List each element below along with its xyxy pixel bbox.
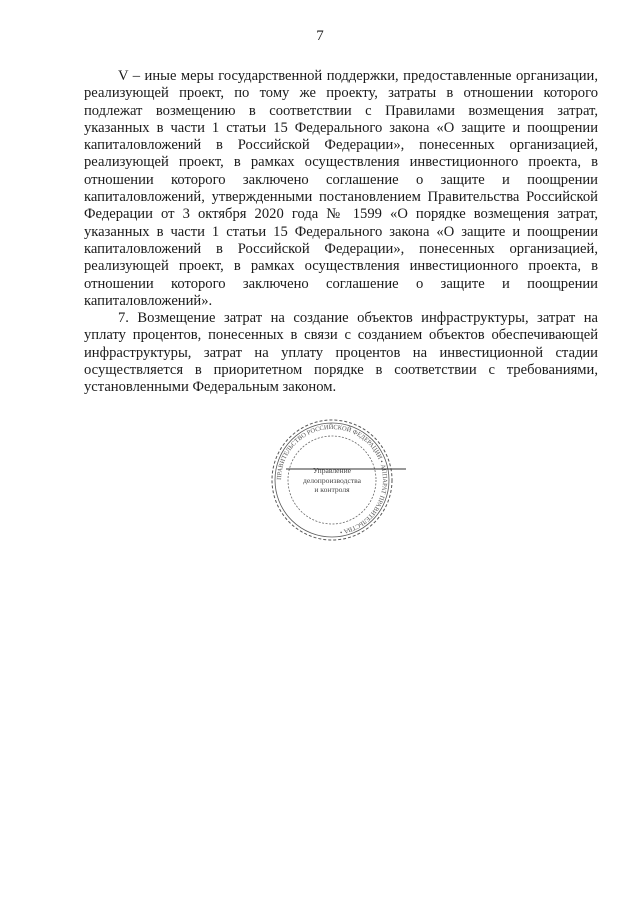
page-number: 7	[316, 28, 324, 44]
paragraph-7-cost-reimbursement: 7. Возмещение затрат на создание объектов инфраструктуры, затрат на уплату процентов, понесенных в связи с созданием объектов обеспечивающей инфраструктуры, затрат на уплату процентов на инвестиционной стадии осуществляется в приоритетном порядке в соответствии с требованиями, установленными Федеральным законом.	[84, 310, 598, 396]
seal-inner-text	[290, 466, 374, 495]
paragraph-v-other-support-measures: V – иные меры государственной поддержки, предоставленные организации, реализующей проект, по тому же проекту, затраты в отношении которого подлежат возмещению в соответствии с Правилами возмещения затрат, указанных в части 1 статьи 15 Федерального закона «О защите и поощрении капиталовложений в Российской Федерации», понесенных организацией, реализующей проект, в рамках осуществления инвестиционного проекта, в отношении которого заключено соглашение о защите и поощрении капиталовложений, утвержденными постановлением Правительства Российской Федерации от 3 октября 2020 года № 1599 «О порядке возмещения затрат, указанных в части 1 статьи 15 Федерального закона «О защите и поощрении капиталовложений в Российской Федерации», понесенных организацией, реализующей проект, в рамках осуществления инвестиционного проекта, в отношении которого заключено соглашение о защите и поощрении капиталовложений».	[84, 68, 598, 309]
office-seal-stamp	[258, 416, 406, 544]
seal-line-3: и контроля	[314, 485, 350, 494]
document-body	[84, 68, 598, 397]
seal-ring-text: ПРАВИТЕЛЬСТВО РОССИЙСКОЙ ФЕДЕРАЦИИ • АППАРАТ ПРАВИТЕЛЬСТВА •	[275, 423, 389, 536]
seal-line-2: делопроизводства	[302, 475, 362, 485]
seal-line-1: Управление	[312, 466, 352, 475]
